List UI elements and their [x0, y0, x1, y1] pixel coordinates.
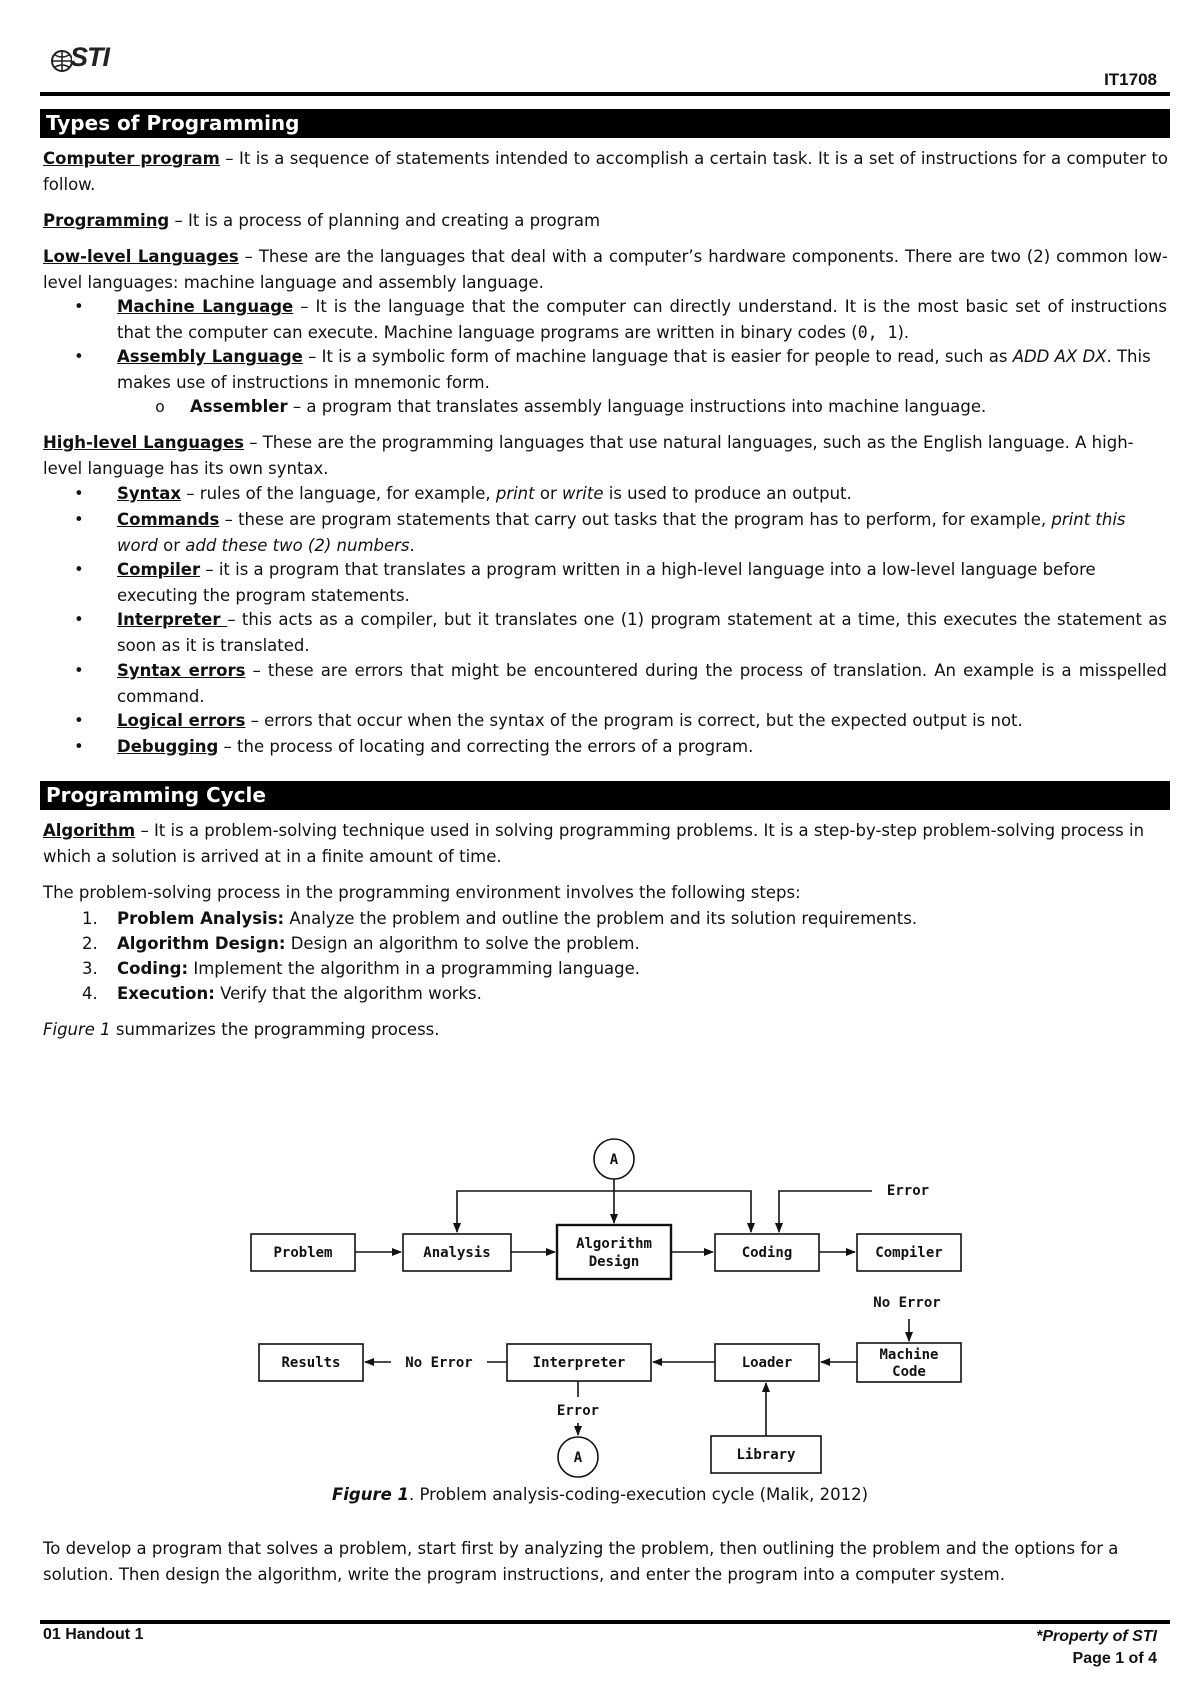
arrow-a-analysis [457, 1191, 614, 1232]
node-results: Results [281, 1355, 341, 1371]
node-compiler: Compiler [875, 1245, 943, 1261]
connector-bottom: A [573, 1450, 583, 1466]
bullet-icon: • [74, 560, 84, 579]
example-print: print [495, 484, 535, 503]
arrow-a-coding [614, 1191, 751, 1232]
globe-icon [50, 46, 72, 76]
step-coding [117, 956, 1167, 982]
term-machine-language: Machine Language [117, 297, 294, 316]
figure-reference [43, 1017, 1168, 1043]
debugging-item [117, 734, 1167, 760]
connector-top-circle [594, 1139, 634, 1179]
section-title-types: Types of Programming [40, 109, 1170, 138]
term-programming: Programming [43, 211, 170, 230]
bullet-icon: • [74, 711, 84, 730]
handout-label: 01 Handout 1 [43, 1626, 144, 1643]
label-error-interpreter: Error [556, 1403, 600, 1419]
node-problem-box [251, 1234, 355, 1271]
connector-top: A [609, 1152, 619, 1168]
step-text: Analyze the problem and outline the problem and its solution requirements. [284, 909, 918, 928]
node-machine-line2: Code [892, 1364, 926, 1380]
computer-program-def [43, 146, 1168, 198]
logo-text: STI [70, 42, 110, 72]
node-loader: Loader [741, 1355, 793, 1371]
def-text: or [157, 536, 186, 555]
caption-label: Figure 1 [331, 1485, 409, 1504]
node-library: Library [736, 1447, 796, 1463]
example-write: write [562, 484, 604, 503]
example-add-numbers: add these two (2) numbers [185, 536, 410, 555]
step-number: 3. [82, 959, 98, 978]
sub-bullet-icon: o [155, 398, 165, 417]
bullet-icon: • [74, 610, 84, 629]
logical-errors-item [117, 708, 1167, 734]
term-commands: Commands [117, 510, 220, 529]
def-text: – the process of locating and correcting the errors of a program. [218, 737, 754, 756]
high-level-def [43, 430, 1168, 482]
node-analysis: Analysis [423, 1245, 491, 1261]
node-algorithm-line2: Design [588, 1254, 640, 1270]
term-syntax: Syntax [117, 484, 182, 503]
def-text: – these are errors that might be encountered during the process of translation. An example is a misspelled command. [117, 661, 1167, 706]
def-text: – errors that occur when the syntax of the program is correct, but the expected output is not. [245, 711, 1023, 730]
step-label: Problem Analysis: [117, 909, 285, 928]
term-algorithm: Algorithm [43, 821, 136, 840]
term-compiler: Compiler [117, 560, 201, 579]
def-text: – It is a sequence of statements intended to accomplish a certain task. It is a set of instructions for a computer to follow. [43, 149, 1169, 194]
bullet-icon: • [74, 737, 84, 756]
low-level-def [43, 244, 1168, 296]
node-analysis-box [403, 1234, 511, 1271]
def-text: – It is the language that the computer can directly understand. It is the most basic set of instructions that the computer can execute. Machine language programs are written in binary codes ( [117, 297, 1167, 342]
def-text: – it is a program that translates a program written in a high-level language into a low-level language before executing the program statements. [117, 560, 1096, 605]
node-coding: Coding [741, 1245, 793, 1261]
example-print-word: print this word [117, 510, 1126, 555]
connector-bottom-circle [558, 1437, 598, 1477]
label-no-error-compiler: No Error [873, 1295, 941, 1311]
label-no-error-interpreter: No Error [405, 1355, 473, 1371]
step-text: Implement the algorithm in a programming language. [188, 959, 641, 978]
arrow-error-coding [779, 1191, 872, 1232]
property-label: *Property of STI [1036, 1628, 1157, 1645]
syntax-errors-item [117, 658, 1167, 710]
bullet-icon: • [74, 297, 84, 316]
step-label: Algorithm Design: [117, 934, 286, 953]
step-problem-analysis [117, 906, 1167, 932]
term-assembly-language: Assembly Language [117, 347, 303, 366]
figure-ref-text: summarizes the programming process. [110, 1020, 440, 1039]
term-debugging: Debugging [117, 737, 219, 756]
step-text: Design an algorithm to solve the problem. [285, 934, 640, 953]
assembly-language-item [117, 344, 1167, 396]
term-low-level: Low-level Languages [43, 247, 239, 266]
sti-logo [50, 44, 120, 78]
term-interpreter: Interpreter [117, 610, 228, 629]
term-assembler: Assembler [190, 397, 288, 416]
def-text: – These are the programming languages that use natural languages, such as the English language. A high-level language has its own syntax. [43, 433, 1134, 478]
node-algorithm-line1: Algorithm [576, 1236, 652, 1252]
interpreter-item [117, 607, 1167, 659]
def-tail: . This makes use of instructions in mnemonic form. [117, 347, 1151, 392]
step-execution [117, 981, 1167, 1007]
node-machine-line1: Machine [879, 1347, 939, 1363]
programming-def [43, 208, 1168, 234]
commands-item [117, 507, 1167, 559]
assembler-item [190, 394, 1170, 420]
node-interpreter-box [507, 1344, 651, 1381]
step-label: Execution: [117, 984, 215, 1003]
machine-language-item [117, 294, 1167, 346]
footer-right [1036, 1626, 1157, 1670]
syntax-item [117, 481, 1167, 507]
term-high-level: High-level Languages [43, 433, 244, 452]
def-tail: is used to produce an output. [603, 484, 852, 503]
page-number: Page 1 of 4 [1072, 1650, 1157, 1667]
node-algorithm-box [557, 1225, 671, 1279]
closing-paragraph: To develop a program that solves a problem, start first by analyzing the problem, then outlining the problem and the options for a solution. Then design the algorithm, write the program instructions, and enter the program into a computer system. [43, 1539, 1119, 1584]
label-error-top: Error [886, 1183, 930, 1199]
def-text: – these are program statements that carry out tasks that the program has to perform, for example, [219, 510, 1052, 529]
bullet-icon: • [74, 484, 84, 503]
def-text: – rules of the language, for example, [181, 484, 496, 503]
node-library-box [711, 1436, 821, 1473]
steps-intro: The problem-solving process in the programming environment involves the following steps: [43, 883, 801, 902]
step-number: 2. [82, 934, 98, 953]
bullet-icon: • [74, 347, 84, 366]
term-computer-program: Computer program [43, 149, 220, 168]
node-compiler-box [857, 1234, 961, 1271]
node-coding-box [715, 1234, 819, 1271]
figure-caption [0, 1482, 1200, 1508]
def-text: or [534, 484, 562, 503]
step-number: 1. [82, 909, 98, 928]
course-code: IT1708 [1104, 70, 1157, 89]
section-title-cycle: Programming Cycle [40, 781, 1170, 810]
def-text: – It is a process of planning and creating a program [169, 211, 601, 230]
def-text: – this acts as a compiler, but it translates one (1) program statement at a time, this executes the statement as soon as it is translated. [117, 610, 1168, 655]
compiler-item [117, 557, 1167, 609]
term-syntax-errors: Syntax errors [117, 661, 246, 680]
def-tail: ). [897, 323, 910, 342]
def-tail: . [409, 536, 415, 555]
node-problem: Problem [273, 1245, 333, 1261]
def-text: – These are the languages that deal with a computer’s hardware components. There are two (2) common low-level languages: machine language and assembly language. [43, 247, 1168, 292]
binary-code: 0, 1 [857, 323, 898, 342]
bullet-icon: • [74, 661, 84, 680]
def-text: – It is a symbolic form of machine language that is easier for people to read, such as [302, 347, 1013, 366]
header-rule [40, 92, 1170, 96]
step-algorithm-design [117, 931, 1167, 957]
caption-text: . Problem analysis-coding-execution cycle (Malik, 2012) [409, 1485, 869, 1504]
step-label: Coding: [117, 959, 189, 978]
node-loader-box [715, 1344, 819, 1381]
def-text: – It is a problem-solving technique used in solving programming problems. It is a step-by-step problem-solving process in which a solution is arrived at in a finite amount of time. [43, 821, 1145, 866]
assembly-example: ADD AX DX [1012, 347, 1107, 366]
step-text: Verify that the algorithm works. [214, 984, 482, 1003]
footer-rule [40, 1620, 1170, 1624]
node-results-box [259, 1344, 363, 1381]
def-text: – a program that translates assembly language instructions into machine language. [287, 397, 987, 416]
step-number: 4. [82, 984, 98, 1003]
node-machine-code-box [857, 1343, 961, 1382]
node-interpreter: Interpreter [532, 1355, 626, 1371]
bullet-icon: • [74, 510, 84, 529]
figure-ref-label: Figure 1 [43, 1020, 111, 1039]
algorithm-def [43, 818, 1168, 870]
term-logical-errors: Logical errors [117, 711, 246, 730]
